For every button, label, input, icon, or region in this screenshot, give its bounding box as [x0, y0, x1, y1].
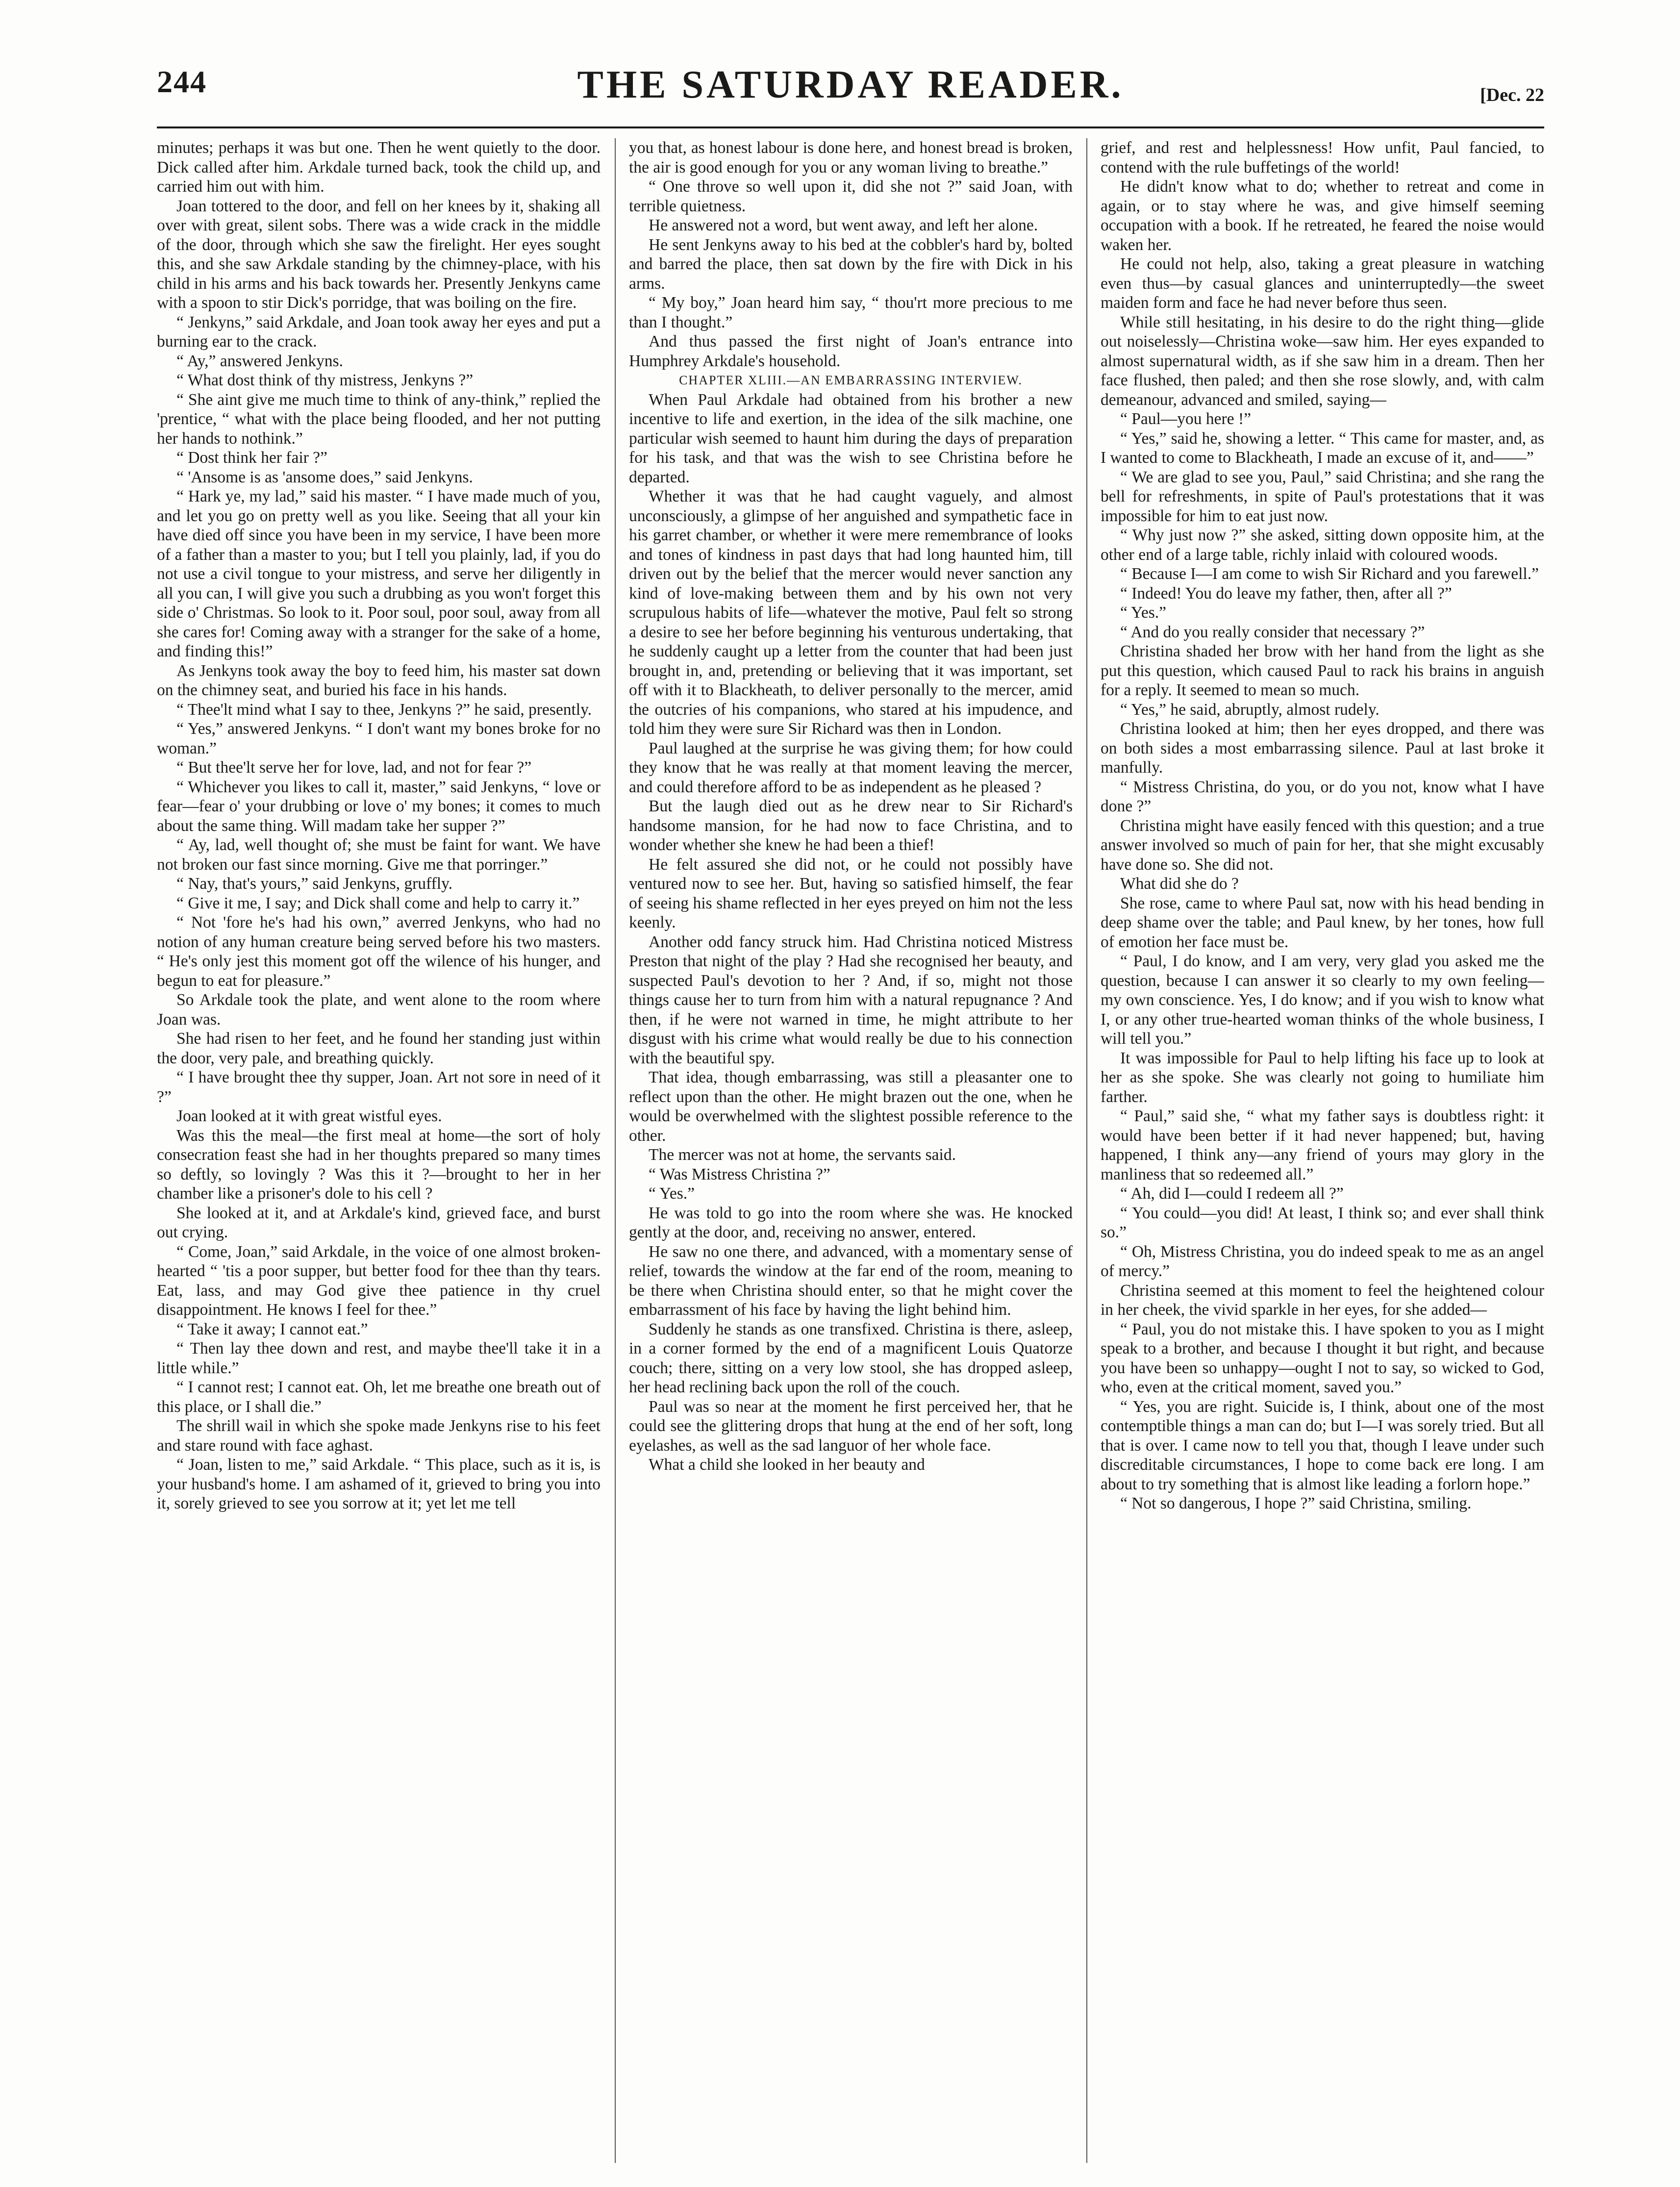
paragraph: “ Thee'lt mind what I say to thee, Jenkyns ?” he said, presently. [176, 700, 592, 719]
paragraph: “ Yes,” he said, abruptly, almost rudely. [1120, 700, 1379, 719]
paragraph: When Paul Arkdale had obtained from his brother a new incentive to life and exertion, in the idea of the silk machine, one particular wish seemed to haunt him during the days of preparation for his task, and that was the wish to see Christina before he departed. [629, 390, 1073, 486]
paragraph: “ We are glad to see you, Paul,” said Christina; and she rang the bell for refreshments, in spite of Paul's protestations that it was impossible for him to eat just now. [1101, 468, 1544, 525]
paragraph: “ Yes.” [649, 1184, 695, 1203]
column-divider [615, 138, 616, 2163]
paragraph: Suddenly he stands as one transfixed. Christina is there, asleep, in a corner formed by the end of a magnificent Louis Quatorze couch; there, sitting on a very low stool, she has dropped asleep, her head reclining back upon the roll of the couch. [629, 1320, 1073, 1396]
paragraph: “ Whichever you likes to call it, master,” said Jenkyns, “ love or fear—fear o' your drubbing or love o' my bones; it comes to much about the same thing. Will madam take her supper ?” [157, 778, 601, 835]
paragraph: “ Dost think her fair ?” [176, 449, 327, 467]
paragraph: “ But thee'lt serve her for love, lad, and not for fear ?” [176, 758, 532, 777]
page-number: 244 [157, 64, 207, 99]
paragraph: He could not help, also, taking a great pleasure in watching even thus—by casual glances and uninterruptedly—the sweet maiden form and face he had never before thus seen. [1101, 255, 1544, 312]
paragraph: The mercer was not at home, the servants said. [649, 1146, 956, 1164]
column-divider [1086, 138, 1087, 2163]
text-column-1 [157, 138, 601, 2163]
paragraph: “ 'Ansome is as 'ansome does,” said Jenkyns. [176, 468, 473, 486]
paragraph: “ I have brought thee thy supper, Joan. Art not sore in need of it ?” [157, 1068, 601, 1106]
header-rule [157, 126, 1544, 128]
paragraph: And thus passed the first night of Joan's entrance into Humphrey Arkdale's household. [629, 332, 1073, 370]
paragraph: Was this the meal—the first meal at home—the sort of holy consecration feast she had in her thoughts prepared so many times so deftly, so lovingly ? Was this it ?—brought to her in her chamber like a prisoner's dole to his cell ? [157, 1126, 601, 1203]
paragraph: “ And do you really consider that necessary ?” [1120, 623, 1425, 641]
paragraph: “ Because I—I am come to wish Sir Richard and you farewell.” [1120, 565, 1539, 583]
paragraph: grief, and rest and helplessness! How unfit, Paul fancied, to contend with the rule buffetings of the world! [1101, 139, 1544, 176]
paragraph: “ Yes.” [1120, 603, 1166, 622]
paragraph: “ Not so dangerous, I hope ?” said Christina, smiling. [1120, 1494, 1472, 1512]
paragraph: “ Give it me, I say; and Dick shall come and help to carry it.” [176, 894, 580, 912]
article-columns [157, 138, 1544, 2163]
paragraph: “ Ay, lad, well thought of; she must be faint for want. We have not broken our fast since morning. Give me that porringer.” [157, 836, 601, 874]
paragraph: “ Hark ye, my lad,” said his master. “ I have made much of you, and let you go on pretty well as you like. Seeing that all your kin have died off since you have been in my service, I have been more of a father than a master to you; but I tell you plainly, lad, if you do not use a civil tongue to your mistress, and serve her diligently in all you can, I will give you such a drubbing as you won't forget this side o' Christmas. So look to it. Poor soul, poor soul, away from all she cares for! Coming away with a stranger for the sake of a home, and finding this!” [157, 487, 601, 660]
masthead-title: THE SATURDAY READER. [577, 63, 1124, 106]
paragraph: “ Come, Joan,” said Arkdale, in the voice of one almost broken-hearted “ 'tis a poor supper, but better food for thee than thy tears. Eat, lass, and may God give thee patience in thy cruel disappointment. He knows I feel for thee.” [157, 1242, 601, 1319]
paragraph: Christina looked at him; then her eyes dropped, and there was on both sides a most embarrassing silence. Paul at last broke it manfully. [1101, 720, 1544, 777]
paragraph: “ Take it away; I cannot eat.” [176, 1320, 368, 1338]
paragraph: “ One throve so well upon it, did she not ?” said Joan, with terrible quietness. [629, 177, 1073, 215]
paragraph: “ Nay, that's yours,” said Jenkyns, gruffly. [176, 875, 453, 893]
paragraph: “ What dost think of thy mistress, Jenkyns ?” [176, 371, 474, 389]
paragraph: minutes; perhaps it was but one. Then he went quietly to the door. Dick called after him. Arkdale turned back, took the child up, and carried him out with him. [157, 139, 601, 196]
paragraph: Joan tottered to the door, and fell on her knees by it, shaking all over with great, silent sobs. There was a wide crack in the middle of the door, through which she saw the firelight. Her eyes sought this, and she saw Arkdale standing by the chimney-place, with his child in his arms and his back towards her. Presently Jenkyns came with a spoon to stir Dick's porridge, that was boiling on the fire. [157, 197, 601, 312]
paragraph: He felt assured she did not, or he could not possibly have ventured now to see her. But, having so satisfied himself, the fear of seeing his shame reflected in her eyes preyed on him not the less keenly. [629, 855, 1073, 931]
paragraph: As Jenkyns took away the boy to feed him, his master sat down on the chimney seat, and buried his face in his hands. [157, 661, 601, 699]
paragraph: “ Ah, did I—could I redeem all ?” [1120, 1184, 1344, 1203]
paragraph: you that, as honest labour is done here, and honest bread is broken, the air is good enough for you or any woman living to breathe.” [629, 139, 1073, 176]
paragraph: “ Yes,” said he, showing a letter. “ This came for master, and, as I wanted to come to Blackheath, I made an excuse of it, and——” [1101, 429, 1544, 467]
paragraph: It was impossible for Paul to help lifting his face up to look at her as she spoke. She was clearly not going to humiliate him farther. [1101, 1049, 1544, 1106]
paragraph: “ I cannot rest; I cannot eat. Oh, let me breathe one breath out of this place, or I shall die.” [157, 1378, 601, 1416]
paragraph: “ My boy,” Joan heard him say, “ thou'rt more precious to me than I thought.” [629, 294, 1073, 331]
paragraph: “ Yes,” answered Jenkyns. “ I don't want my bones broke for no woman.” [157, 720, 601, 757]
paragraph: “ Was Mistress Christina ?” [649, 1165, 830, 1183]
paragraph: “ Oh, Mistress Christina, you do indeed speak to me as an angel of mercy.” [1101, 1242, 1544, 1280]
paragraph: Christina shaded her brow with her hand from the light as she put this question, which caused Paul to rack his brains in anguish for a reply. It seemed to mean so much. [1101, 642, 1544, 699]
text-column-3 [1101, 138, 1544, 2163]
paragraph: Whether it was that he had caught vaguely, and almost unconsciously, a glimpse of her anguished and sympathetic face in his garret chamber, or whether it were mere remembrance of looks and tones of kindness in past days that had long haunted him, till driven out by the belief that the mercer would never sanction any kind of love-making between them and by his own not very scrupulous habits of life—whatever the motive, Paul felt so strong a desire to see her before beginning his venturous undertaking, that he suddenly caught up a letter from the counter that had been just brought in, and, pretending or believing that it was important, set off with it to Blackheath, to deliver personally to the mercer, amid the outcries of his companions, who stared at his impudence, and told him they were sure Sir Richard was then in London. [629, 487, 1073, 738]
paragraph: “ Ay,” answered Jenkyns. [176, 352, 343, 370]
paragraph: The shrill wail in which she spoke made Jenkyns rise to his feet and stare round with face aghast. [157, 1417, 601, 1455]
paragraph: “ Then lay thee down and rest, and maybe thee'll take it in a little while.” [157, 1339, 601, 1377]
paragraph: She had risen to her feet, and he found her standing just within the door, very pale, and breathing quickly. [157, 1030, 601, 1067]
text-column-2 [629, 138, 1073, 2163]
paragraph: Christina seemed at this moment to feel the heightened colour in her cheek, the vivid sparkle in her eyes, for she added— [1101, 1281, 1544, 1319]
paragraph: While still hesitating, in his desire to do the right thing—glide out noiselessly—Christina woke—saw him. Her eyes expanded to almost supernatural width, as if she saw him in a dream. Then her face flushed, then paled; and then she rose slowly, and, with calm demeanour, advanced and smiled, saying— [1101, 313, 1544, 409]
paragraph: “ Joan, listen to me,” said Arkdale. “ This place, such as it is, is your husband's home. I am ashamed of it, grieved to bring you into it, sorely grieved to see you sorrow at it; yet let me tell [157, 1456, 601, 1512]
paragraph: “ Yes, you are right. Suicide is, I think, about one of the most contemptible things a man can do; but I—I was sorely tried. But all that is over. I came now to tell you that, though I leave under such discreditable circumstances, I hope to come back ere long. I am about to try something that is almost like leading a forlorn hope.” [1101, 1397, 1544, 1493]
paragraph: What did she do ? [1120, 875, 1239, 893]
paragraph: “ Paul—you here !” [1120, 410, 1251, 428]
chapter-heading: CHAPTER XLIII.—AN EMBARRASSING INTERVIEW. [679, 373, 1023, 387]
paragraph: Joan looked at it with great wistful eyes. [176, 1107, 442, 1125]
paragraph: What a child she looked in her beauty and [649, 1456, 925, 1474]
paragraph: She looked at it, and at Arkdale's kind, grieved face, and burst out crying. [157, 1204, 601, 1241]
paragraph: He answered not a word, but went away, and left her alone. [649, 216, 1038, 234]
paragraph: Another odd fancy struck him. Had Christina noticed Mistress Preston that night of the play ? Had she recognised her beauty, and suspected Paul's devotion to her ? And, if so, might not those things cause her to turn from him with a natural repugnance ? And then, if he were not warned in time, he might attribute to her disgust with his crime what would really be due to his connection with the beautiful spy. [629, 932, 1073, 1067]
issue-date: [Dec. 22 [1480, 85, 1544, 105]
paragraph: So Arkdale took the plate, and went alone to the room where Joan was. [157, 991, 601, 1029]
paragraph: “ You could—you did! At least, I think so; and ever shall think so.” [1101, 1204, 1544, 1241]
paragraph: He saw no one there, and advanced, with a momentary sense of relief, towards the window at the far end of the room, meaning to be there when Christina should enter, so that he might cover the embarrassment of his face by having the light behind him. [629, 1242, 1073, 1319]
page-header [157, 54, 1544, 127]
paragraph: “ Mistress Christina, do you, or do you not, know what I have done ?” [1101, 778, 1544, 815]
paragraph: “ She aint give me much time to think of any-think,” replied the 'prentice, “ what with the place being flooded, and her not putting her hands to nothink.” [157, 390, 601, 448]
paragraph: He sent Jenkyns away to his bed at the cobbler's hard by, bolted and barred the place, then sat down by the fire with Dick in his arms. [629, 235, 1073, 293]
paragraph: But the laugh died out as he drew near to Sir Richard's handsome mansion, for he had now to face Christina, and to wonder whether she knew he had been a thief! [629, 797, 1073, 854]
paragraph: That idea, though embarrassing, was still a pleasanter one to reflect upon than the other. He might brazen out the one, when he would be overwhelmed with the slightest possible reference to the other. [629, 1068, 1073, 1145]
paragraph: “ Paul,” said she, “ what my father says is doubtless right: it would have been better if it had never happened; but, having happened, I think any—any friend of yours may glory in the manliness that so redeemed all.” [1101, 1107, 1544, 1183]
paragraph: He was told to go into the room where she was. He knocked gently at the door, and, receiving no answer, entered. [629, 1204, 1073, 1241]
paragraph: “ Paul, you do not mistake this. I have spoken to you as I might speak to a brother, and because I thought it but right, and because you have been so unhappy—ought I not to say, so wicked to God, who, even at the critical moment, saved you.” [1101, 1320, 1544, 1396]
paragraph: Paul was so near at the moment he first perceived her, that he could see the glittering drops that hung at the end of her soft, long eyelashes, as well as the sad languor of her whole face. [629, 1397, 1073, 1455]
paragraph: “ Indeed! You do leave my father, then, after all ?” [1120, 584, 1452, 603]
paragraph: Christina might have easily fenced with this question; and a true answer involved so much of pain for her, that she might excusably have done so. She did not. [1101, 816, 1544, 874]
paragraph: “ Not 'fore he's had his own,” averred Jenkyns, who had no notion of any human creature being served before his two masters. “ He's only jest this moment got off the wilence of his hunger, and begun to eat for pleasure.” [157, 913, 601, 990]
paragraph: She rose, came to where Paul sat, now with his head bending in deep shame over the table; and Paul knew, by her tones, how full of emotion her face must be. [1101, 894, 1544, 951]
paragraph: “ Jenkyns,” said Arkdale, and Joan took away her eyes and put a burning ear to the crack. [157, 313, 601, 351]
paragraph: “ Why just now ?” she asked, sitting down opposite him, at the other end of a large table, richly inlaid with coloured woods. [1101, 526, 1544, 564]
paragraph: “ Paul, I do know, and I am very, very glad you asked me the question, because I can answer it so clearly to my own feeling—my own conscience. Yes, I do know; and if you wish to know what I, or any other true-hearted woman thinks of the whole business, I will tell you.” [1101, 952, 1544, 1048]
paragraph: Paul laughed at the surprise he was giving them; for how could they know that he was really at that moment leaving the mercer, and could therefore afford to be as independent as he pleased ? [629, 739, 1073, 796]
paragraph: He didn't know what to do; whether to retreat and come in again, or to stay where he was, and give himself seeming occupation with a book. If he retreated, he feared the noise would waken her. [1101, 177, 1544, 254]
